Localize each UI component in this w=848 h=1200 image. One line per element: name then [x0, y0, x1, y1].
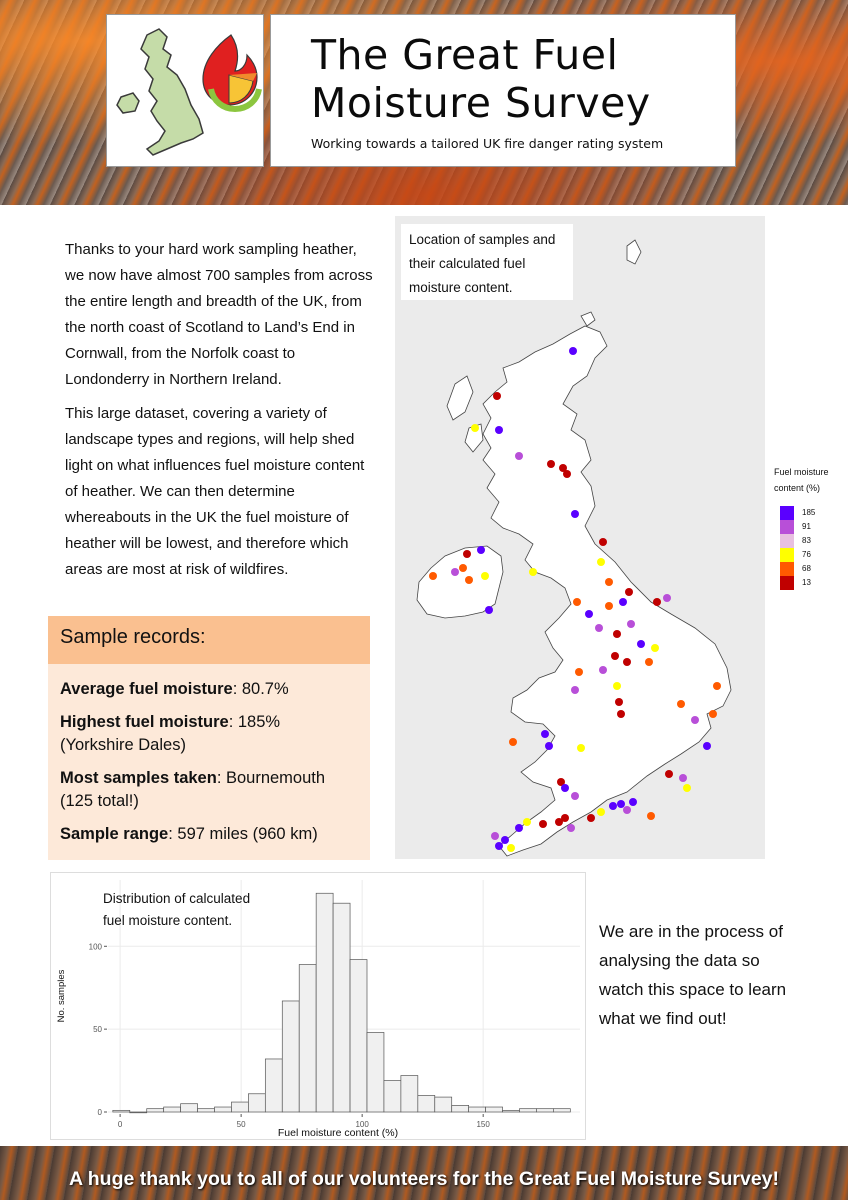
legend-item: 83 — [780, 534, 840, 548]
legend-swatch — [780, 520, 794, 534]
sample-records-heading: Sample records: — [48, 616, 370, 664]
uk-outline-map — [395, 216, 765, 859]
histogram-bar — [265, 1059, 282, 1112]
legend-swatch — [780, 548, 794, 562]
legend-swatch — [780, 576, 794, 590]
sample-records-box — [48, 616, 370, 860]
histogram-bar — [231, 1102, 248, 1112]
histogram-bar — [147, 1109, 164, 1112]
page-title: The Great Fuel — [311, 31, 619, 79]
average-fuel-moisture: Average fuel moisture: 80.7% — [60, 680, 289, 698]
histogram-bar — [486, 1107, 503, 1112]
legend-item: 13 — [780, 576, 840, 590]
sample-location-map — [395, 216, 765, 859]
x-tick-label: 0 — [117, 1120, 123, 1129]
uk-map-logo-icon — [107, 15, 265, 168]
x-tick-label: 100 — [355, 1120, 369, 1129]
x-axis-label: Fuel moisture content (%) — [277, 1127, 399, 1139]
histogram-bar — [350, 960, 367, 1112]
histogram-bar — [401, 1076, 418, 1112]
x-tick-label: 150 — [476, 1120, 490, 1129]
title-panel — [270, 14, 736, 167]
histogram-bar — [519, 1109, 536, 1112]
intro-paragraph-1: Thanks to your hard work sampling heather, we now have almost 700 samples from across the entire length and breadth of the UK, from the north coast of Scotland to Land’s End in Cornwall, from the Norfolk coast to Londonderry in Northern Ireland. — [65, 241, 373, 388]
histogram-bar — [469, 1107, 486, 1112]
y-axis-label: No. samples — [56, 969, 67, 1023]
histogram-bar — [215, 1107, 232, 1112]
histogram-bar — [181, 1104, 198, 1112]
histogram-bar — [333, 903, 350, 1112]
histogram-bar — [248, 1094, 265, 1112]
legend-swatch — [780, 534, 794, 548]
highest-fuel-moisture: Highest fuel moisture: 185% (Yorkshire Dales) — [60, 713, 281, 754]
histogram-bar — [435, 1097, 452, 1112]
histogram-bar — [553, 1109, 570, 1112]
page-subtitle: Working towards a tailored UK fire danger rating system — [311, 136, 664, 151]
legend-swatch — [780, 506, 794, 520]
map-legend — [774, 464, 844, 587]
legend-item: 91 — [780, 520, 840, 534]
y-tick-label: 0 — [97, 1108, 102, 1117]
legend-item: 185 — [780, 506, 840, 520]
histogram-bar — [367, 1032, 384, 1112]
histogram-bar — [299, 965, 316, 1112]
footer-thank-you: A huge thank you to all of our volunteers for the Great Fuel Moisture Survey! — [68, 1168, 780, 1190]
histogram-bar — [503, 1110, 520, 1112]
intro-paragraph-2: This large dataset, covering a variety of landscape types and regions, will help shed light on what influences fuel moisture content of heather. We can then determine whereabouts in the UK the fuel moisture of heather will be lowest, and therefore which areas are most at risk of wildfires. — [65, 405, 365, 578]
most-samples-taken: Most samples taken: Bournemouth (125 total!) — [60, 769, 326, 810]
page-title-line-2: Moisture Survey — [311, 79, 651, 127]
legend-title: Fuel moisture content (%) — [774, 467, 829, 493]
sample-range: Sample range: 597 miles (960 km) — [60, 825, 318, 843]
analysis-note: We are in the process of analysing the data so watch this space to learn what we find out! — [599, 922, 787, 1028]
x-tick-label: 50 — [236, 1120, 246, 1129]
map-caption: Location of samples and their calculated fuel moisture content. — [401, 224, 573, 300]
intro-text — [65, 237, 375, 583]
histogram-bar — [113, 1110, 130, 1112]
histogram-bar — [536, 1109, 553, 1112]
histogram-bar — [198, 1109, 215, 1112]
legend-swatch — [780, 562, 794, 576]
histogram-bar — [164, 1107, 181, 1112]
y-tick-label: 100 — [88, 942, 102, 952]
survey-logo — [106, 14, 264, 167]
histogram-bar — [418, 1095, 435, 1112]
y-tick-label: 50 — [93, 1025, 102, 1035]
histogram-bar — [452, 1105, 469, 1112]
legend-item: 76 — [780, 548, 840, 562]
legend-item: 68 — [780, 562, 840, 576]
histogram-bar — [316, 893, 333, 1112]
histogram-bar — [282, 1001, 299, 1112]
histogram-caption: Distribution of calculated fuel moisture content. — [103, 891, 251, 928]
histogram-bar — [384, 1081, 401, 1112]
histogram-bar — [130, 1112, 147, 1113]
